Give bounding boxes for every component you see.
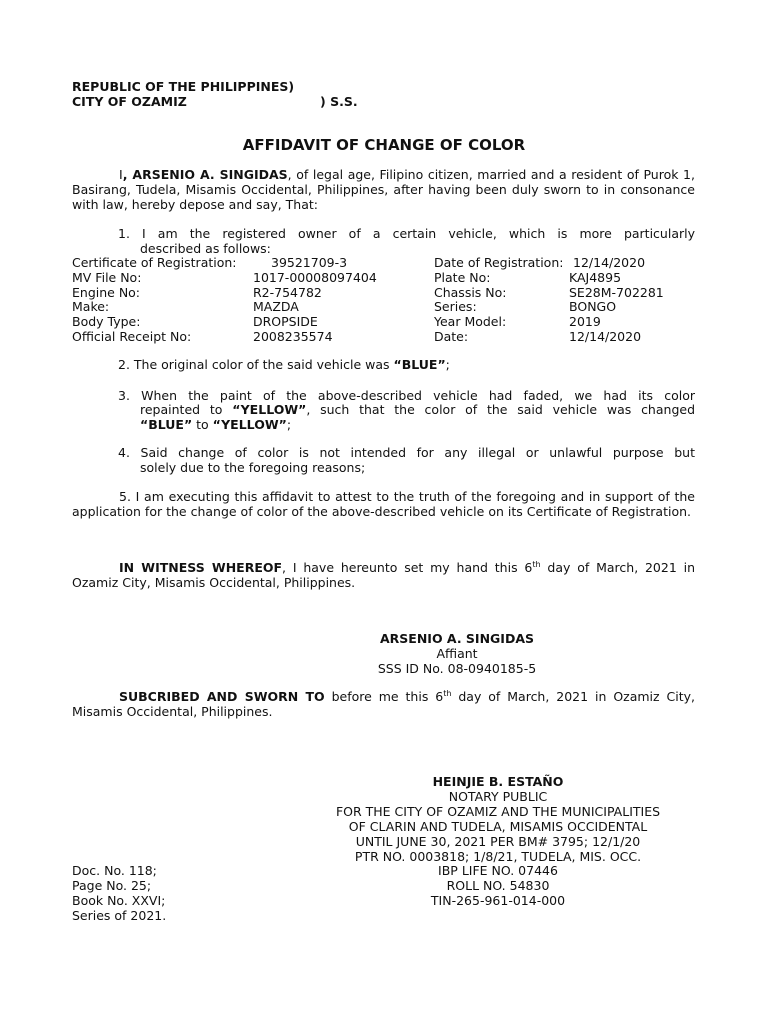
jurat-bold: SUBCRIBED AND SWORN TO bbox=[119, 689, 325, 704]
witness-text-1: , I have hereunto set my hand this 6 bbox=[282, 560, 533, 575]
doc-no: Doc. No. 118; bbox=[72, 863, 157, 878]
engine-label: Engine No: bbox=[72, 285, 141, 300]
or-label: Official Receipt No: bbox=[72, 329, 192, 344]
plate-label: Plate No: bbox=[434, 270, 491, 285]
notary-line: OF CLARIN AND TUDELA, MISAMIS OCCIDENTAL bbox=[348, 819, 648, 834]
date-value: 12/14/2020 bbox=[569, 329, 642, 344]
affiant-name-inline: , ARSENIO A. SINGIDAS bbox=[122, 167, 288, 182]
item-5: 5. I am executing this affidavit to attest to the truth of the foregoing and in support of the application for the change of color of the above-described vehicle on its Certificate of Registration. bbox=[72, 489, 695, 519]
item-4-line-2: solely due to the foregoing reasons; bbox=[140, 460, 366, 475]
affiant-name: ARSENIO A. SINGIDAS bbox=[379, 631, 535, 646]
witness-text-2: day of March, 2021 in Ozamiz City, Misamis Occidental, Philippines. bbox=[72, 560, 696, 590]
series-value: BONGO bbox=[569, 299, 617, 314]
item-3-line-3 bbox=[140, 417, 291, 432]
chassis-value: SE28M-702281 bbox=[569, 285, 664, 300]
cr-label: Certificate of Registration: bbox=[72, 255, 237, 270]
notary-line: IBP LIFE NO. 07446 bbox=[438, 863, 558, 878]
dor-label: Date of Registration: bbox=[434, 255, 564, 270]
affiant-id: SSS ID No. 08-0940185-5 bbox=[377, 661, 537, 676]
item-2-text: 2. The original color of the said vehicle was bbox=[118, 357, 394, 372]
plate-value: KAJ4895 bbox=[569, 270, 622, 285]
cr-value: 39521709-3 bbox=[271, 255, 348, 270]
year-value: 2019 bbox=[569, 314, 601, 329]
item-1-line-1: 1. I am the registered owner of a certain vehicle, which is more particularly bbox=[118, 226, 695, 241]
item-2-end: ; bbox=[445, 357, 450, 372]
color-yellow: “YELLOW” bbox=[232, 402, 307, 417]
year-label: Year Model: bbox=[434, 314, 507, 329]
notary-name: HEINJIE B. ESTAÑO bbox=[432, 774, 564, 789]
mv-label: MV File No: bbox=[72, 270, 142, 285]
witness-paragraph bbox=[72, 560, 695, 590]
color-blue-2: “BLUE” bbox=[140, 417, 193, 432]
item-3-line-1: 3. When the paint of the above-described vehicle had faded, we had its color bbox=[118, 388, 695, 403]
make-label: Make: bbox=[72, 299, 110, 314]
mv-value: 1017-00008097404 bbox=[253, 270, 377, 285]
republic-header: REPUBLIC OF THE PHILIPPINES) bbox=[72, 79, 295, 94]
item-1-line-2: described as follows: bbox=[140, 241, 271, 256]
jurat-sup: th bbox=[443, 688, 452, 698]
color-yellow-2: “YELLOW” bbox=[212, 417, 287, 432]
witness-bold: IN WITNESS WHEREOF bbox=[119, 560, 283, 575]
chassis-label: Chassis No: bbox=[434, 285, 507, 300]
document-title: AFFIDAVIT OF CHANGE OF COLOR bbox=[242, 136, 526, 154]
notary-line: FOR THE CITY OF OZAMIZ AND THE MUNICIPALITIES bbox=[335, 804, 661, 819]
jurat-text-2: day of March, 2021 in Ozamiz City, Misamis Occidental, Philippines. bbox=[72, 689, 695, 719]
item-3-line-2 bbox=[140, 402, 695, 417]
item-3-line-2a: repainted to bbox=[140, 402, 233, 417]
date-label: Date: bbox=[434, 329, 469, 344]
item-3-line-2b: , such that the color of the said vehicle was changed bbox=[306, 402, 695, 417]
intro-prefix: I bbox=[119, 167, 123, 182]
make-value: MAZDA bbox=[253, 299, 299, 314]
jurat-text-1: before me this 6 bbox=[324, 689, 444, 704]
book-no: Book No. XXVI; bbox=[72, 893, 166, 908]
affiant-role: Affiant bbox=[436, 646, 478, 661]
engine-value: R2-754782 bbox=[253, 285, 322, 300]
page-no: Page No. 25; bbox=[72, 878, 152, 893]
body-label: Body Type: bbox=[72, 314, 141, 329]
jurat-paragraph bbox=[72, 689, 695, 719]
color-blue: “BLUE” bbox=[393, 357, 446, 372]
item-4-line-1: 4. Said change of color is not intended for any illegal or unlawful purpose but bbox=[118, 445, 695, 460]
intro-text: , of legal age, Filipino citizen, married and a resident of Purok 1, Basirang, Tudela, Misamis Occidental, Philippines, after having been duly sworn to in consonance with law, hereby depose and say, That: bbox=[72, 167, 695, 212]
body-value: DROPSIDE bbox=[253, 314, 318, 329]
item-3-to: to bbox=[192, 417, 213, 432]
intro-paragraph bbox=[72, 167, 695, 212]
item-2 bbox=[118, 357, 450, 372]
notary-line: ROLL NO. 54830 bbox=[446, 878, 550, 893]
dor-value: 12/14/2020 bbox=[573, 255, 646, 270]
witness-sup: th bbox=[532, 559, 541, 569]
item-3-end: ; bbox=[286, 417, 292, 432]
city-header: CITY OF OZAMIZ bbox=[72, 94, 187, 109]
series-of: Series of 2021. bbox=[72, 908, 167, 923]
or-value: 2008235574 bbox=[253, 329, 333, 344]
ss-header: ) S.S. bbox=[320, 94, 358, 109]
notary-line: UNTIL JUNE 30, 2021 PER BM# 3795; 12/1/20 bbox=[355, 834, 641, 849]
notary-line: PTR NO. 0003818; 1/8/21, TUDELA, MIS. OCC. bbox=[354, 849, 642, 864]
notary-line: NOTARY PUBLIC bbox=[448, 789, 548, 804]
series-label: Series: bbox=[434, 299, 477, 314]
notary-line: TIN-265-961-014-000 bbox=[430, 893, 566, 908]
